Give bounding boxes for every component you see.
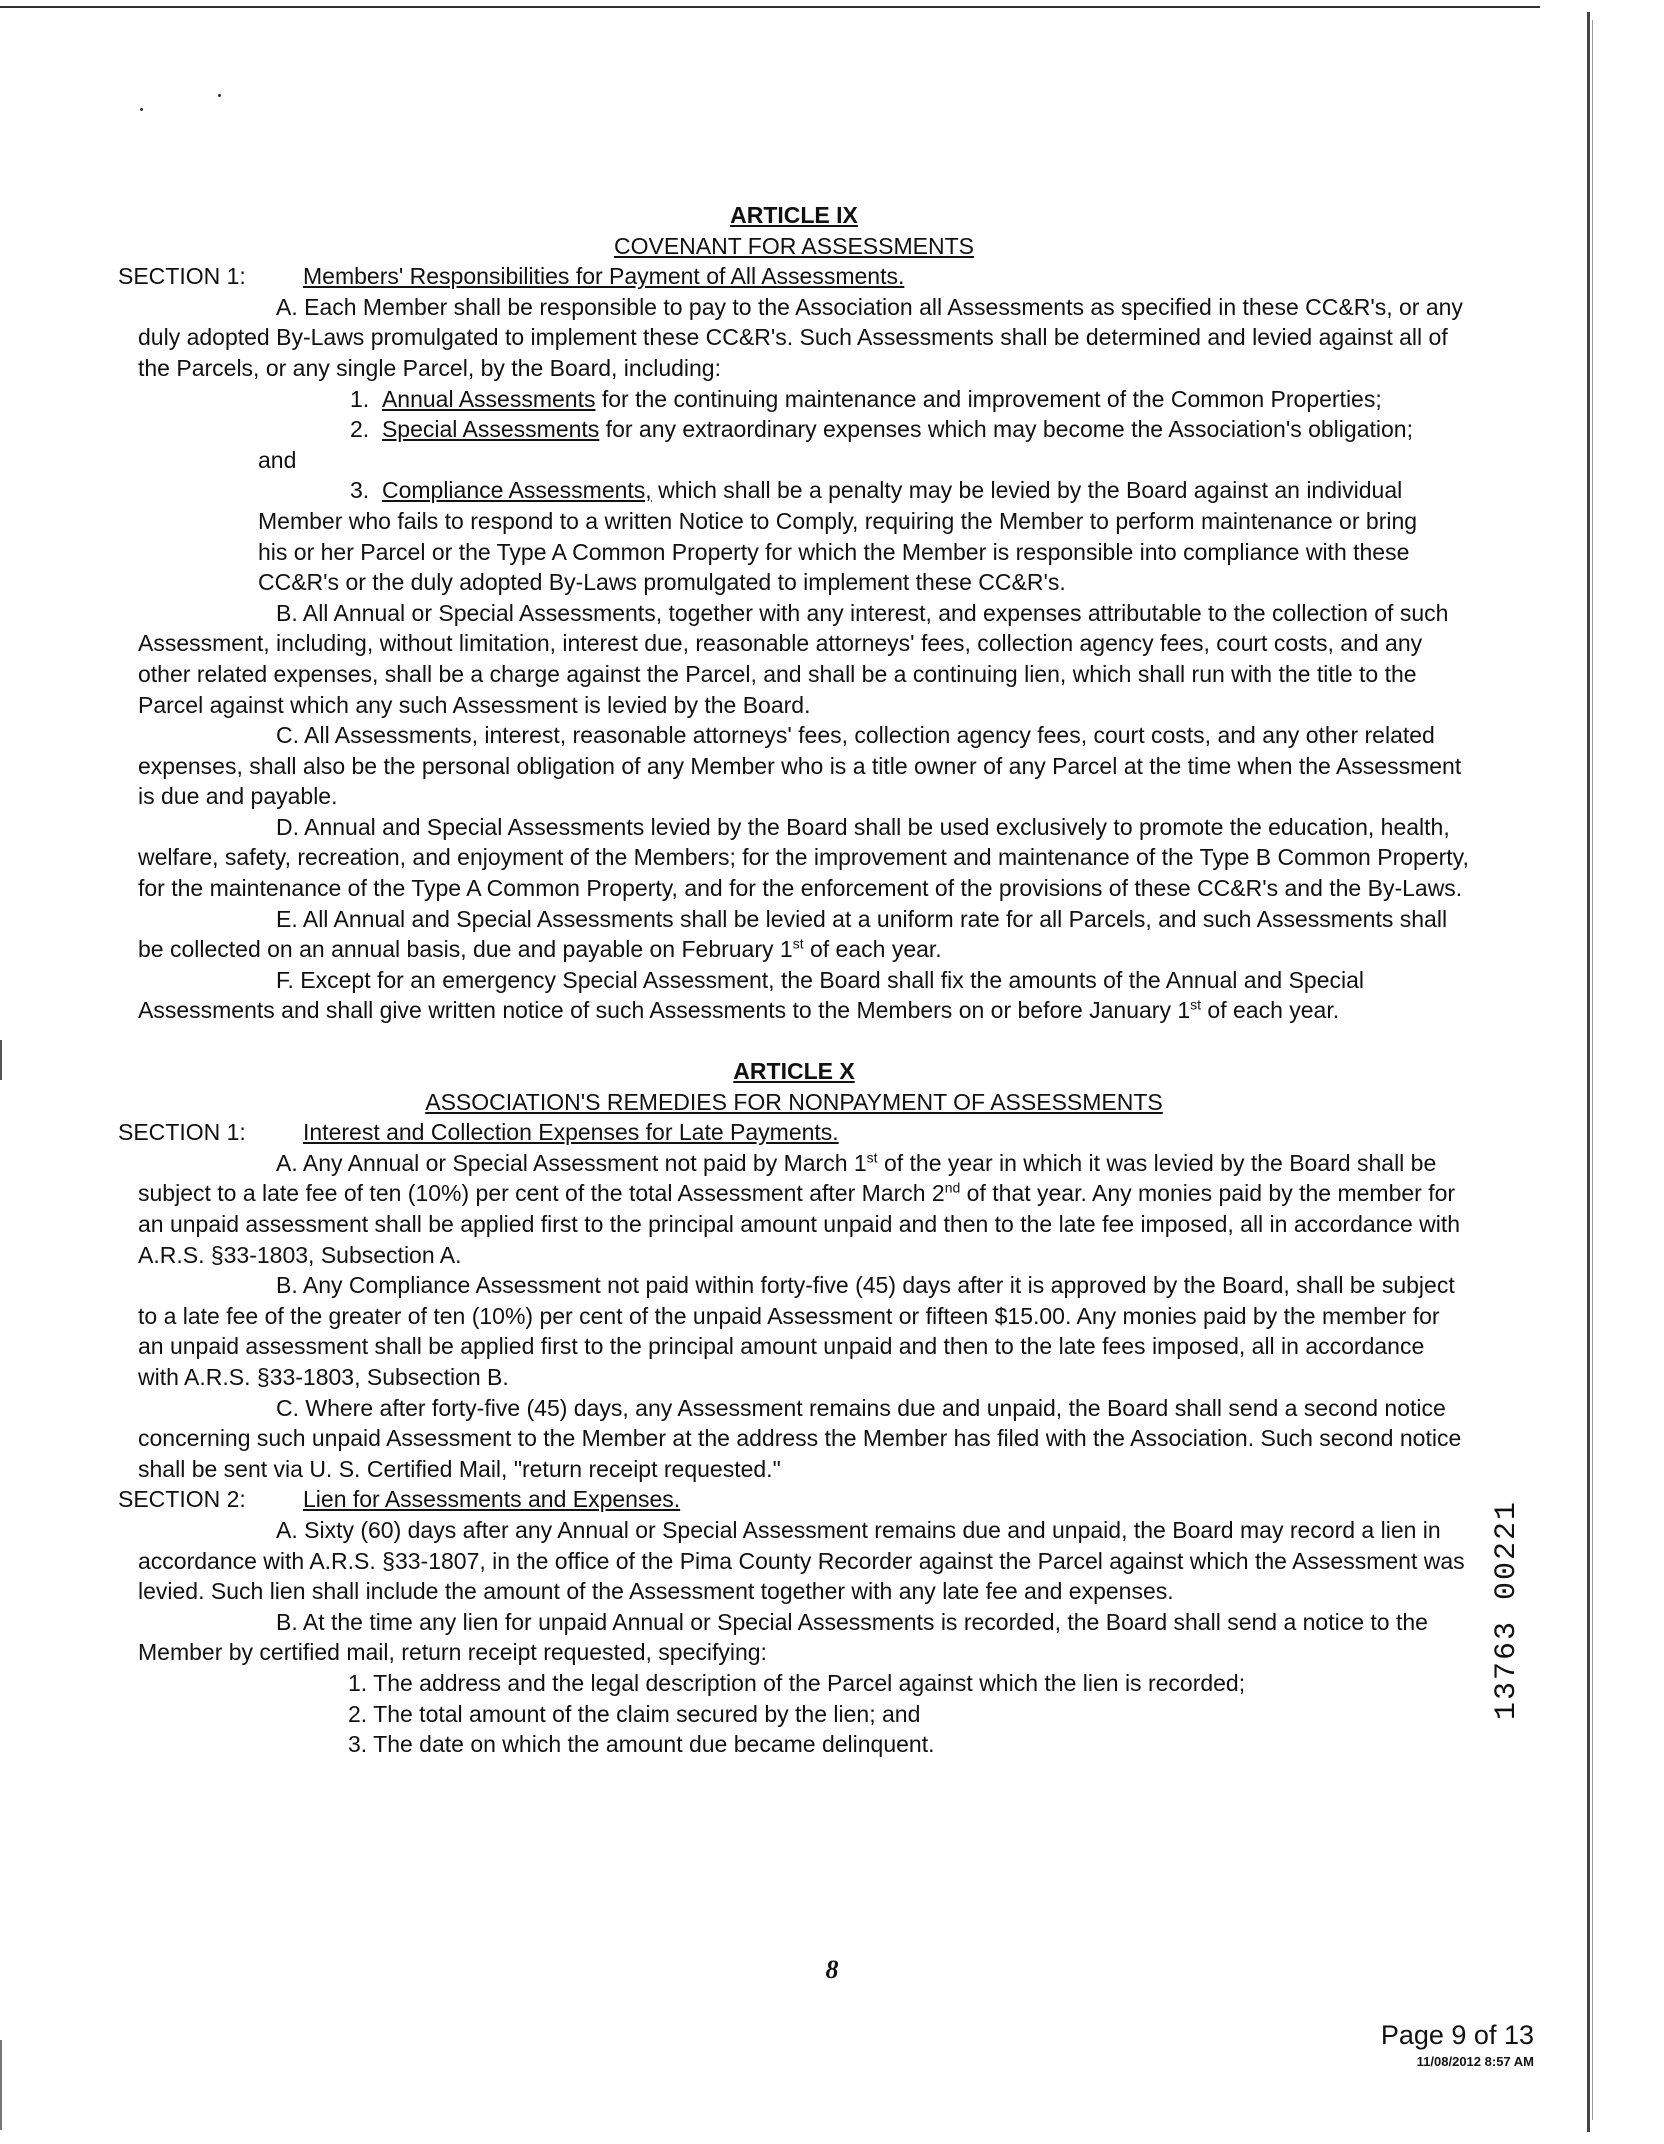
article-ix-subtitle: COVENANT FOR ASSESSMENTS xyxy=(614,232,974,259)
list-item: 2. The total amount of the claim secured by the lien; and xyxy=(348,1700,921,1727)
top-border xyxy=(0,6,1540,8)
section-title: Members' Responsibilities for Payment of All Assessments. xyxy=(303,263,905,290)
article-x-subtitle: ASSOCIATION'S REMEDIES FOR NONPAYMENT OF ASSESSMENTS xyxy=(425,1088,1163,1115)
left-scan-mark-bottom xyxy=(0,2040,2,2130)
paragraph-b: B. At the time any lien for unpaid Annual or Special Assessments is recorded, the Board shall send a notice to the Member by certified mail, return receipt requested, specifying: xyxy=(138,1608,1428,1666)
paragraph-d: D. Annual and Special Assessments levied by the Board shall be used exclusively to promote the education, health, welfare, safety, recreation, and enjoyment of the Members; for the improvement and maintenance of the Type B Common Property, for the maintenance of the Type A Common Property, and for the enforcement of the provisions of these CC&R's and the By-Laws. xyxy=(138,813,1469,902)
right-border xyxy=(1587,12,1590,2132)
article-ix-title: ARTICLE IX xyxy=(730,202,858,228)
paragraph-a: A. Sixty (60) days after any Annual or Special Assessment remains due and unpaid, the Board may record a lien in accordance with A.R.S. §33-1807, in the office of the Pima County Recorder against the Parcel against which the Assessment was levied. Such lien shall include the amount of the Assessment together with any late fee and expenses. xyxy=(138,1516,1465,1605)
paragraph-c: C. Where after forty-five (45) days, any Assessment remains due and unpaid, the Board shall send a second notice concerning such unpaid Assessment to the Member at the address the Member has filed with the Association. Such second notice shall be sent via U. S. Certified Mail, "return receipt requested." xyxy=(138,1394,1462,1482)
paragraph-b: B. All Annual or Special Assessments, together with any interest, and expenses attributable to the collection of such Assessment, including, without limitation, interest due, reasonable attorneys' fees, collection agency fees, court costs, and any other related expenses, shall be a charge against the Parcel, and shall be a continuing lien, which shall run with the title to the Parcel against which any such Assessment is levied by the Board. xyxy=(138,599,1449,718)
section-label: SECTION 2: xyxy=(118,1486,246,1513)
paragraph-a: A. Each Member shall be responsible to pay to the Association all Assessments as specified in these CC&R's, or any duly adopted By-Laws promulgated to implement these CC&R's. Such Assessments shall be determined and levied against all of the Parcels, or any single Parcel, by the Board, including: xyxy=(138,293,1463,381)
article-x-title: ARTICLE X xyxy=(733,1058,855,1085)
page-of-total: Page 9 of 13 xyxy=(1380,2020,1534,2050)
page-number: 8 xyxy=(825,1955,839,1984)
paragraph-e: E. All Annual and Special Assessments shall be levied at a uniform rate for all Parcels, and such Assessments shall be collected on an annual basis, due and payable on February 1st of each year. xyxy=(138,905,1448,963)
section-1-heading xyxy=(118,1117,1470,1148)
term-special: Special Assessments xyxy=(381,416,600,443)
section-title: Interest and Collection Expenses for Late Payments. xyxy=(303,1119,839,1146)
paragraph-f: F. Except for an emergency Special Assessment, the Board shall fix the amounts of the Annual and Special Assessments and shall give written notice of such Assessments to the Members on or before January 1st of each year. xyxy=(138,966,1365,1024)
section-label: SECTION 1: xyxy=(118,1119,246,1146)
term-compliance: Compliance Assessments, xyxy=(381,477,652,504)
right-border-inner xyxy=(1592,20,1593,2120)
list-item: 3. The date on which the amount due became delinquent. xyxy=(348,1731,935,1758)
paragraph-b: B. Any Compliance Assessment not paid within forty-five (45) days after it is approved by the Board, shall be subject to a late fee of the greater of ten (10%) per cent of the unpaid Assessment or fifteen $15.00. Any monies paid by the member for an unpaid assessment shall be applied first to the principal amount unpaid and then to the late fees imposed, all in accordance with A.R.S. §33-1803, Subsection B. xyxy=(138,1272,1455,1390)
paragraph-c: C. All Assessments, interest, reasonable attorneys' fees, collection agency fees, court costs, and any other related expenses, shall also be the personal obligation of any Member who is a title owner of any Parcel at the time when the Assessment is due and payable. xyxy=(138,722,1462,810)
list-item-compliance: 3. Compliance Assessments, which shall be a penalty may be levied by the Board against an individual Member who fails to respond to a written Notice to Comply, requiring the Member to perform maintenance or bring his or her Parcel or the Type A Common Property for which the Member is responsible into compliance with these CC&R's or the duly adopted By-Laws promulgated to implement these CC&R's. xyxy=(258,477,1418,596)
document-body xyxy=(118,200,1470,1760)
section-2-heading xyxy=(118,1484,1470,1515)
scan-speck xyxy=(218,94,221,97)
section-label: SECTION 1: xyxy=(118,263,246,290)
term-annual: Annual Assessments xyxy=(381,385,596,412)
list-item-annual: 1. Annual Assessments for the continuing maintenance and improvement of the Common Properties; xyxy=(350,385,1382,412)
section-title: Lien for Assessments and Expenses. xyxy=(303,1486,681,1513)
scan-speck xyxy=(140,108,143,111)
timestamp: 11/08/2012 8:57 AM xyxy=(1416,2054,1534,2069)
section-1-heading xyxy=(118,261,1470,292)
left-scan-mark xyxy=(0,1040,2,1080)
paragraph-a: A. Any Annual or Special Assessment not paid by March 1st of the year in which it was levied by the Board shall be subject to a late fee of ten (10%) per cent of the total Assessment after March 2nd of that year. Any monies paid by the member for an unpaid assessment shall be applied first to the principal amount unpaid and then to the late fee imposed, all in accordance with A.R.S. §33-1803, Subsection A. xyxy=(138,1149,1461,1268)
list-item-special: 2. Special Assessments for any extraordinary expenses which may become the Association's obligation; and xyxy=(258,416,1413,473)
list-item: 1. The address and the legal description of the Parcel against which the lien is recorded; xyxy=(348,1669,1246,1696)
recording-number: 13763 00221 xyxy=(1490,1500,1524,1721)
